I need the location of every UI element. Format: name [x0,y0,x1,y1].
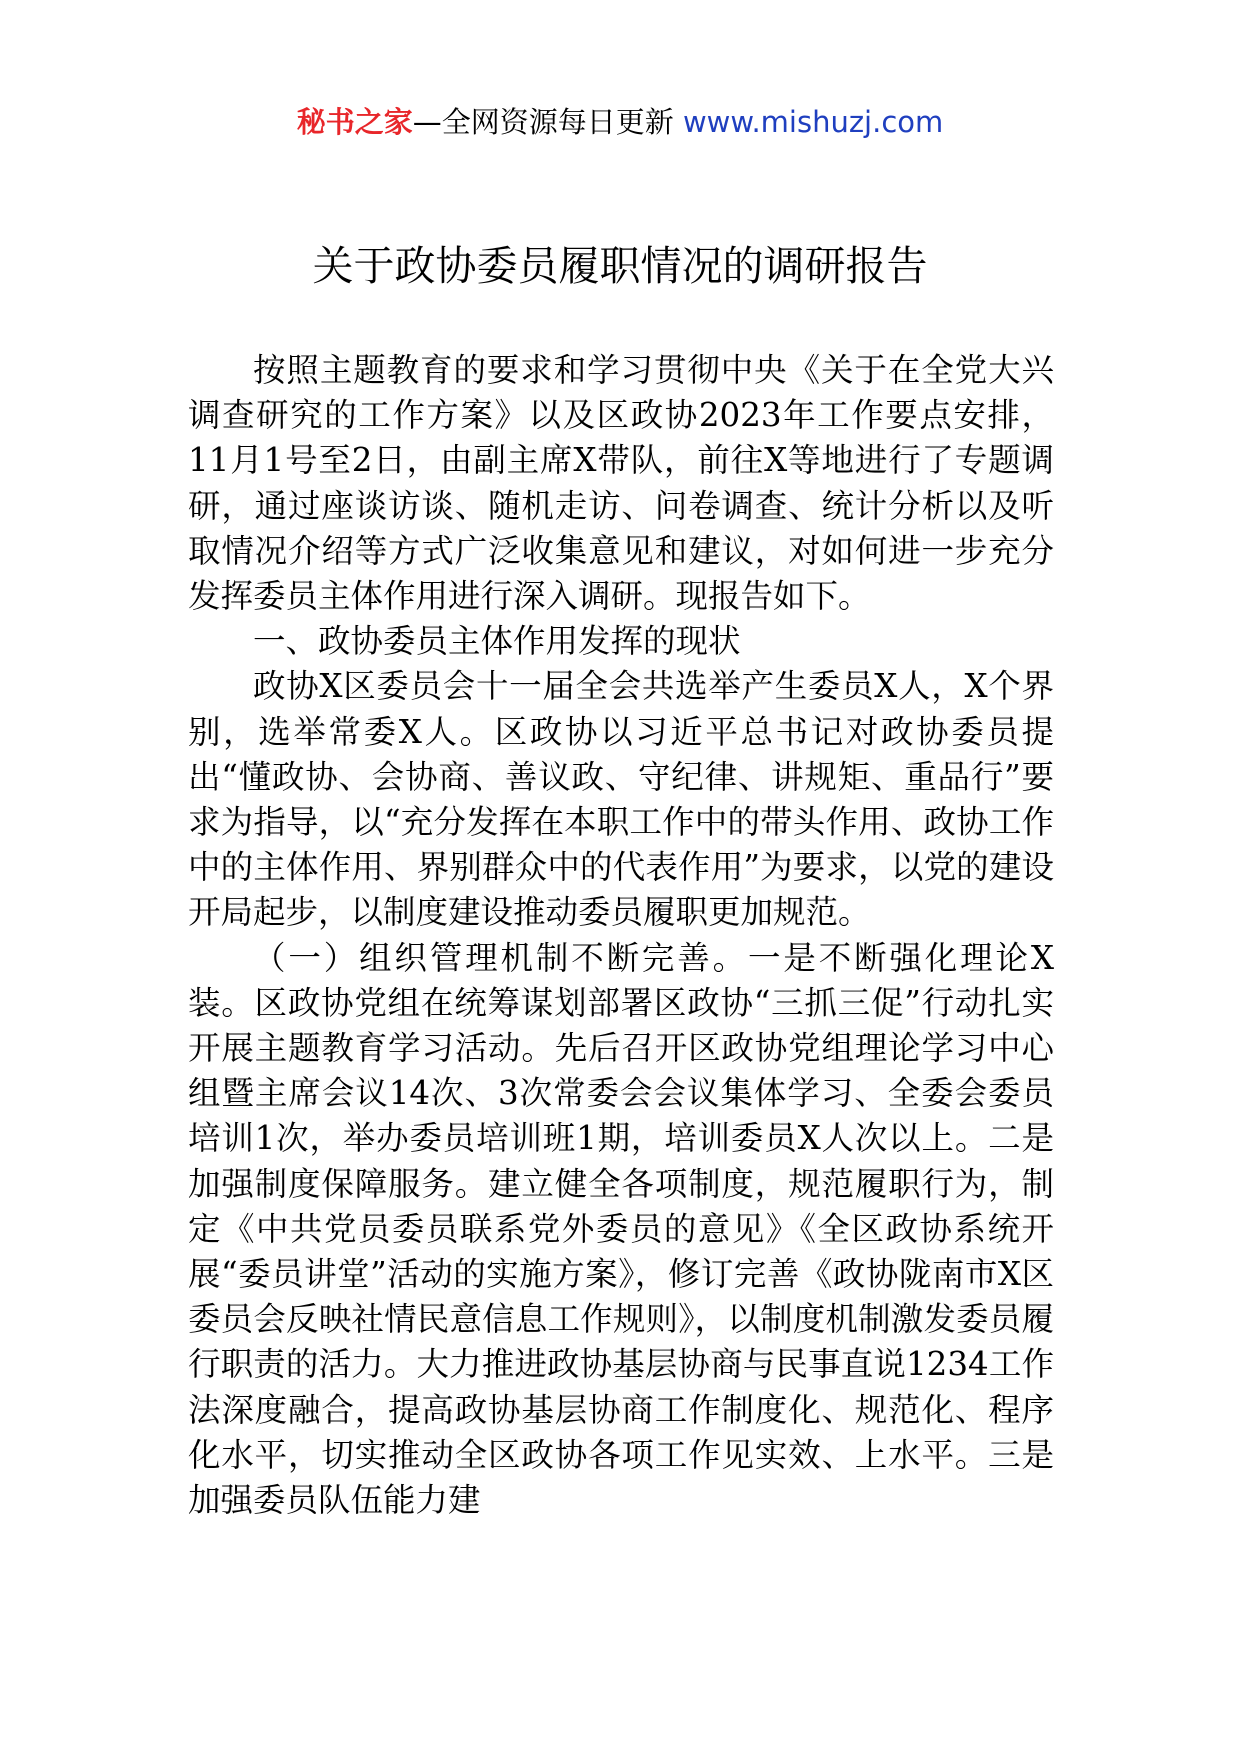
paragraph-subsection-1: （一）组织管理机制不断完善。一是不断强化理论X装。区政协党组在统筹谋划部署区政协“三抓三促”行动扎实开展主题教育学习活动。先后召开区政协党组理论学习中心组暨主席会议14次、3次常委会会议集体学习、全委会委员培训1次，举办委员培训班1期，培训委员X人次以上。二是加强制度保障服务。建立健全各项制度，规范履职行为，制定《中共党员委员联系党外委员的意见》《全区政协系统开展“委员讲堂”活动的实施方案》，修订完善《政协陇南市X区委员会反映社情民意信息工作规则》，以制度机制激发委员履行职责的活力。大力推进政协基层协商与民事直说1234工作法深度融合，提高政协基层协商工作制度化、规范化、程序化水平，切实推动全区政协各项工作见实效、上水平。三是加强委员队伍能力建 [188,938,1054,1520]
site-banner [0,100,1240,144]
document-body [188,348,1054,1523]
section-heading-1: 一、政协委员主体作用发挥的现状 [253,622,741,661]
banner-brand: 秘书之家 [296,105,413,139]
paragraph-intro: 按照主题教育的要求和学习贯彻中央《关于在全党大兴调查研究的工作方案》以及区政协2023年工作要点安排，11月1号至2日，由副主席X带队，前往X等地进行了专题调研，通过座谈访谈、随机走访、问卷调查、统计分析以及听取情况介绍等方式广泛收集意见和建议，对如何进一步充分发挥委员主体作用进行深入调研。现报告如下。 [188,351,1054,616]
paragraph-overview: 政协X区委员会十一届全会共选举产生委员X人，X个界别，选举常委X人。区政协以习近平总书记对政协委员提出“懂政协、会协商、善议政、守纪律、讲规矩、重品行”要求为指导，以“充分发挥在本职工作中的带头作用、政协工作中的主体作用、界别群众中的代表作用”为要求，以党的建设开局起步，以制度建设推动委员履职更加规范。 [188,667,1054,932]
document-title: 关于政协委员履职情况的调研报告 [312,242,928,290]
banner-tagline: —全网资源每日更新 [412,105,674,139]
banner-url[interactable]: www.mishuzj.com [682,105,944,139]
